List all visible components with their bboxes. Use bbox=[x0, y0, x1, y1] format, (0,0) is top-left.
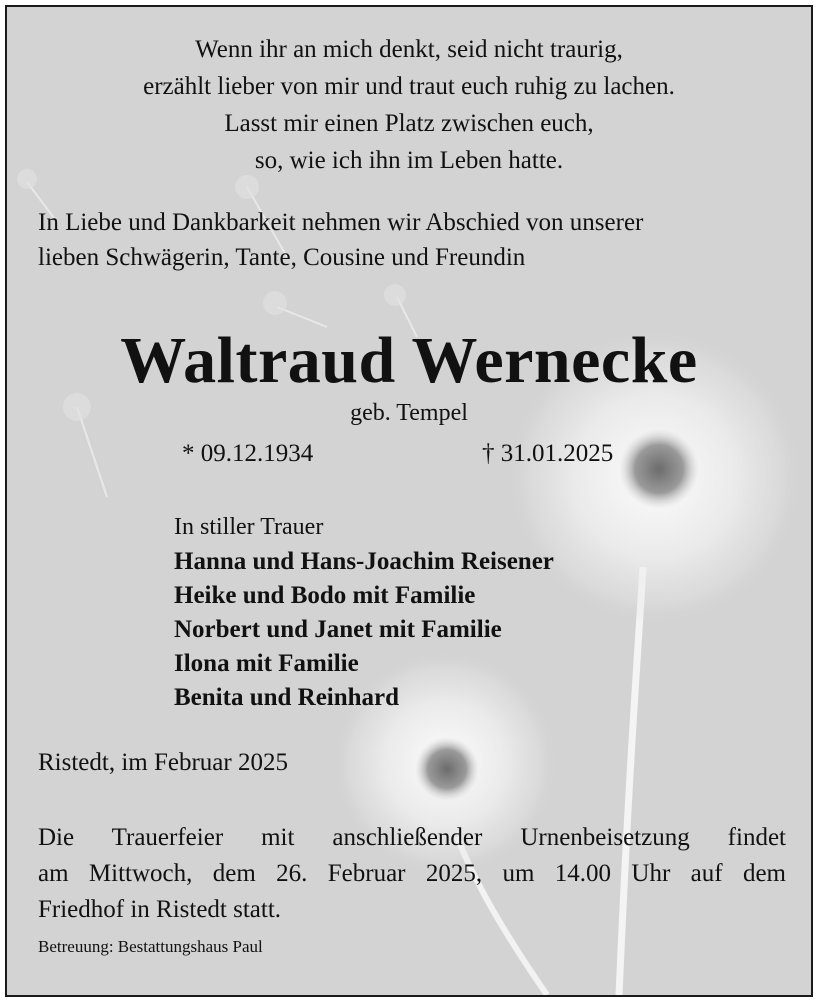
mourner-name: Ilona mit Familie bbox=[174, 650, 359, 677]
birth-date: * 09.12.1934 bbox=[182, 440, 314, 467]
deceased-name: Waltraud Wernecke bbox=[120, 324, 698, 397]
poem bbox=[7, 31, 811, 179]
poem-line: Wenn ihr an mich denkt, seid nicht traurig, bbox=[195, 36, 623, 63]
death-date: † 31.01.2025 bbox=[482, 440, 614, 467]
service-info bbox=[38, 820, 786, 928]
poem-line: Lasst mir einen Platz zwischen euch, bbox=[224, 110, 594, 137]
obituary-content bbox=[7, 7, 811, 995]
poem-line: so, wie ich ihn im Leben hatte. bbox=[254, 147, 564, 174]
place-date: Ristedt, im Februar 2025 bbox=[38, 749, 288, 776]
mourner-name: Norbert und Janet mit Familie bbox=[174, 616, 502, 643]
service-line: Friedhof in Ristedt statt. bbox=[38, 896, 282, 923]
mourner-name: Hanna und Hans-Joachim Reisener bbox=[174, 548, 554, 575]
obituary-card bbox=[5, 5, 813, 997]
service-line: Die Trauerfeier mit anschließender Urnenbeisetzung findet bbox=[38, 824, 786, 851]
mourner-name: Heike und Bodo mit Familie bbox=[174, 582, 476, 609]
funeral-home-credit: Betreuung: Bestattungshaus Paul bbox=[38, 937, 263, 956]
intro-line: In Liebe und Dankbarkeit nehmen wir Abschied von unserer bbox=[38, 209, 644, 236]
birth-name: geb. Tempel bbox=[350, 400, 468, 426]
intro-line: lieben Schwägerin, Tante, Cousine und Freundin bbox=[38, 244, 526, 271]
poem-line: erzählt lieber von mir und traut euch ruhig zu lachen. bbox=[143, 73, 675, 100]
mourner-name: Benita und Reinhard bbox=[174, 684, 400, 711]
service-line: am Mittwoch, dem 26. Februar 2025, um 14.00 Uhr auf dem bbox=[38, 860, 786, 887]
mourning-heading: In stiller Trauer bbox=[174, 514, 324, 540]
